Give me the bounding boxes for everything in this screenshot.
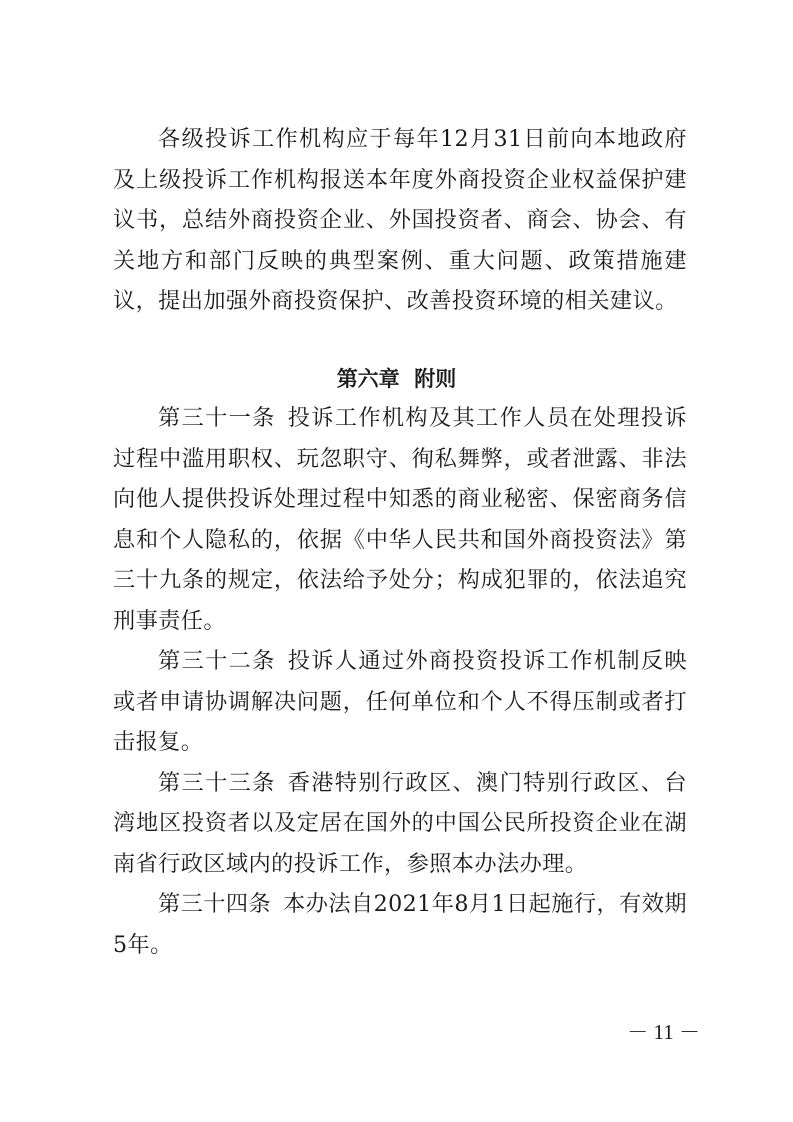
article-text: 本办法自2021年8月1日起施行，有效期5年。 [113, 891, 688, 958]
article-number: 第三十三条 [158, 769, 276, 796]
article-number: 第三十四条 [158, 891, 272, 917]
article-32 [113, 641, 687, 763]
paragraph-annual-report: 各级投诉工作机构应于每年12月31日前向本地政府及上级投诉工作机构报送本年度外商投资企业权益保护建议书，总结外商投资企业、外国投资者、商会、协会、有关地方和部门反映的典型案例、重大问题、政策措施建议，提出加强外商投资保护、改善投资环境的相关建议。 [113, 126, 687, 314]
article-number: 第三十二条 [158, 648, 276, 674]
chapter-title: 第六章 附则 [336, 367, 457, 391]
article-text: 香港特别行政区、澳门特别行政区、台湾地区投资者以及定居在国外的中国公民所投资企业在湖南省行政区域内的投诉工作，参照本办法办理。 [113, 769, 687, 877]
page-number: － 11 － [627, 1020, 700, 1044]
article-text: 投诉工作机构及其工作人员在处理投诉过程中滥用职权、玩忽职守、徇私舞弊，或者泄露、非法向他人提供投诉处理过程中知悉的商业秘密、保密商务信息和个人隐私的，依据《中华人民共和国外商投资法》第三十九条的规定，依法给予处分；构成犯罪的，依法追究刑事责任。 [113, 405, 687, 634]
article-31 [113, 398, 687, 641]
articles-section [113, 398, 687, 965]
article-34 [113, 884, 687, 965]
article-text: 投诉人通过外商投资投诉工作机制反映或者申请协调解决问题，任何单位和个人不得压制或者打击报复。 [113, 648, 687, 755]
article-33 [113, 763, 687, 885]
article-number: 第三十一条 [158, 405, 276, 431]
